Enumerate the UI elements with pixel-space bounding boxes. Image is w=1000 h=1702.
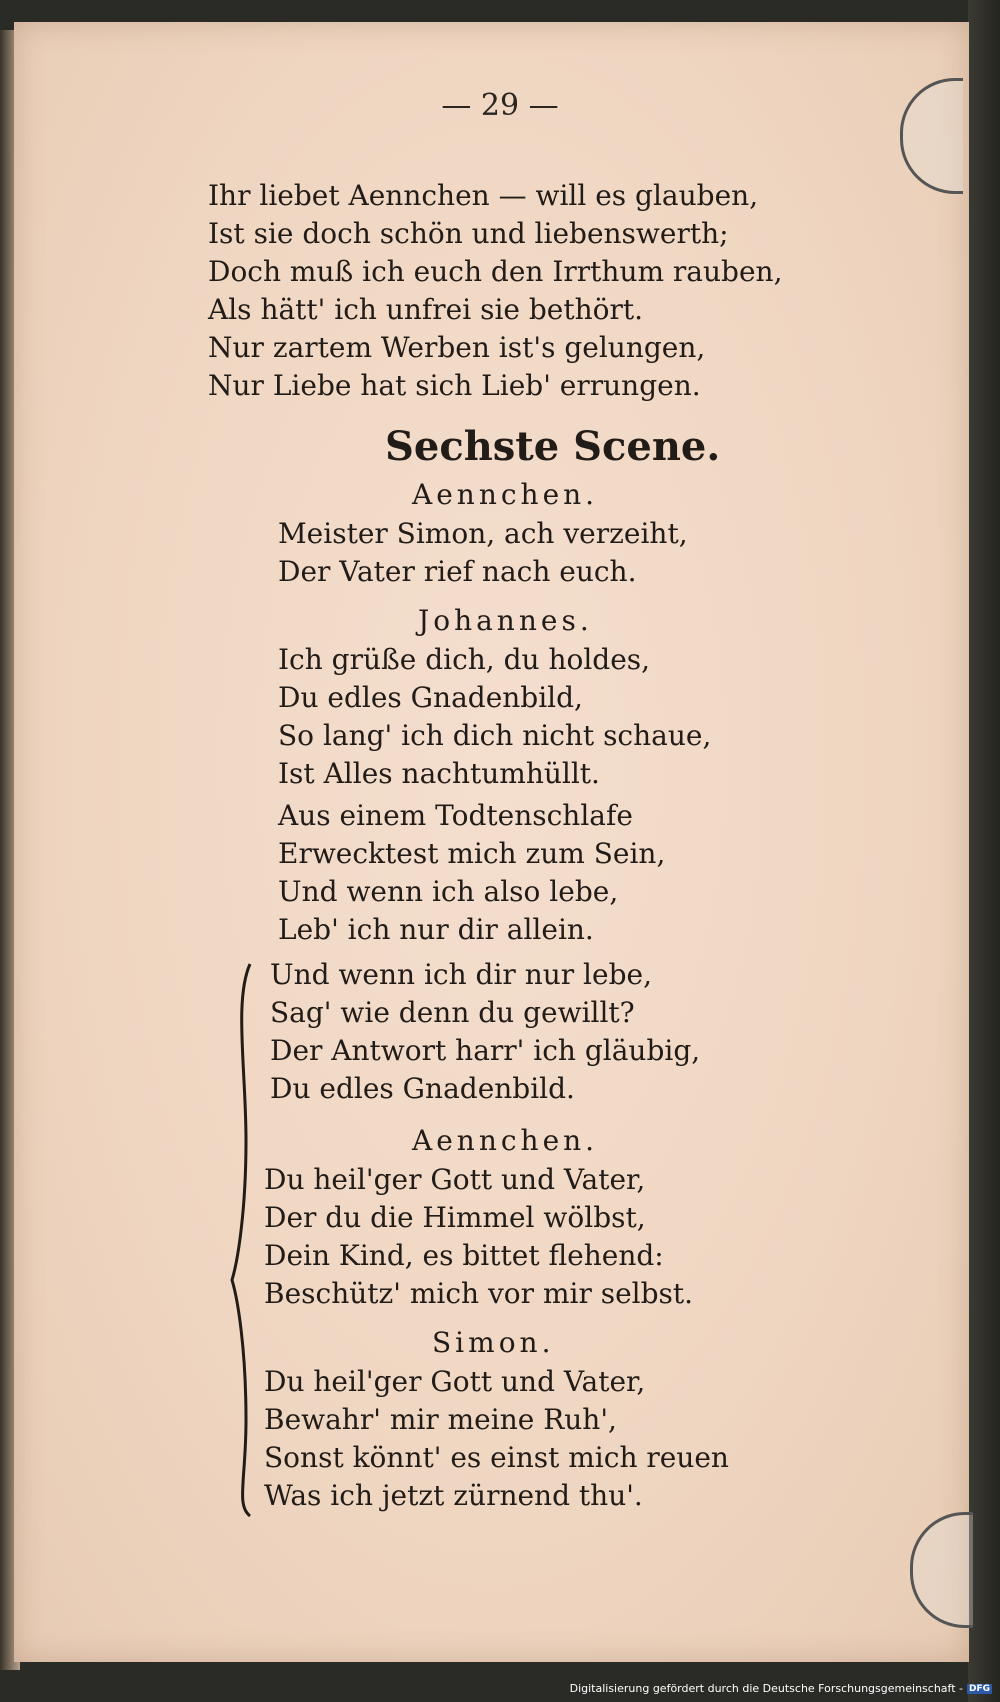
dfg-logo: DFG xyxy=(968,1683,990,1694)
verse-line: Du heil'ger Gott und Vater, xyxy=(264,1163,646,1196)
verse-line: Ist Alles nachtumhüllt. xyxy=(278,757,600,790)
verse-line: Erwecktest mich zum Sein, xyxy=(278,837,666,870)
verse-line: Du heil'ger Gott und Vater, xyxy=(264,1365,646,1398)
speaker-name: Aennchen. xyxy=(412,1124,599,1157)
verse-line: Meister Simon, ach verzeiht, xyxy=(278,517,688,550)
page-number: — 29 — xyxy=(441,88,559,123)
verse-line: Beschütz' mich vor mir selbst. xyxy=(264,1277,694,1310)
book-cover-edge xyxy=(968,0,1000,1702)
verse-line: Und wenn ich dir nur lebe, xyxy=(270,958,652,991)
credit-text: Digitalisierung gefördert durch die Deutsche Forschungsgemeinschaft - xyxy=(569,1682,963,1695)
verse-line: Leb' ich nur dir allein. xyxy=(278,913,594,946)
verse-line: Aus einem Todtenschlafe xyxy=(278,799,633,832)
verse-line: Nur zartem Werben ist's gelungen, xyxy=(208,331,706,364)
digitization-credit xyxy=(570,1682,992,1695)
verse-line: Der Vater rief nach euch. xyxy=(278,555,637,588)
verse-line: Ich grüße dich, du holdes, xyxy=(278,643,651,676)
verse-line: Du edles Gnadenbild. xyxy=(270,1072,575,1105)
verse-line: Dein Kind, es bittet flehend: xyxy=(264,1239,664,1272)
verse-line: Ihr liebet Aennchen — will es glauben, xyxy=(208,179,759,212)
verse-brace xyxy=(228,960,258,1520)
verse-line: Nur Liebe hat sich Lieb' errungen. xyxy=(208,369,701,402)
verse-line: Und wenn ich also lebe, xyxy=(278,875,619,908)
verse-line: Du edles Gnadenbild, xyxy=(278,681,583,714)
verse-line: Der du die Himmel wölbst, xyxy=(264,1201,646,1234)
verse-line: So lang' ich dich nicht schaue, xyxy=(278,719,712,752)
verse-line: Als hätt' ich unfrei sie bethört. xyxy=(208,293,644,326)
verse-line: Sonst könnt' es einst mich reuen xyxy=(264,1441,729,1474)
verse-line: Doch muß ich euch den Irrthum rauben, xyxy=(208,255,783,288)
speaker-name: Johannes. xyxy=(418,604,593,637)
verse-line: Sag' wie denn du gewillt? xyxy=(270,996,635,1029)
verse-line: Was ich jetzt zürnend thu'. xyxy=(264,1479,643,1512)
verse-line: Ist sie doch schön und liebenswerth; xyxy=(208,217,729,250)
verse-line: Bewahr' mir meine Ruh', xyxy=(264,1403,617,1436)
scene-heading: Sechste Scene. xyxy=(385,423,721,470)
speaker-name: Aennchen. xyxy=(412,478,599,511)
speaker-name: Simon. xyxy=(432,1326,555,1359)
verse-line: Der Antwort harr' ich gläubig, xyxy=(270,1034,701,1067)
